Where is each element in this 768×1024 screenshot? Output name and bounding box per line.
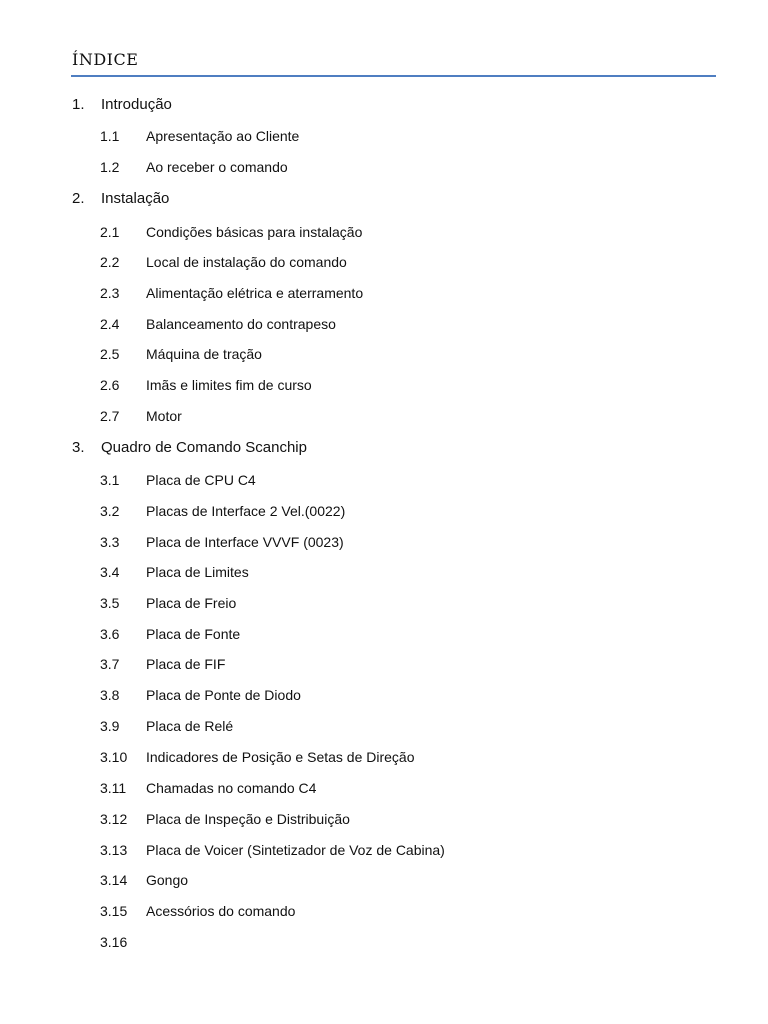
toc-number: 3.7 <box>100 656 120 672</box>
toc-label: Placa de Fonte <box>146 626 241 642</box>
toc-label: Condições básicas para instalação <box>146 224 363 240</box>
toc-number: 2.1 <box>100 224 120 240</box>
toc-number: 2.7 <box>100 408 120 424</box>
toc-number: 2.4 <box>100 316 120 332</box>
toc-label: Placa de Inspeção e Distribuição <box>146 811 350 827</box>
toc-label: Introdução <box>101 96 172 113</box>
toc-label: Acessórios do comando <box>146 903 296 919</box>
toc-label: Placa de FIF <box>146 656 226 672</box>
toc-number: 2.2 <box>100 254 120 270</box>
toc-label: Instalação <box>101 190 170 207</box>
toc-label: Placa de Limites <box>146 564 249 580</box>
toc-number: 3.3 <box>100 534 120 550</box>
toc-number: 3.8 <box>100 687 120 703</box>
toc-number: 3.10 <box>100 749 128 765</box>
toc-label: Apresentação ao Cliente <box>146 128 300 144</box>
toc-label: Placas de Interface 2 Vel.(0022) <box>146 503 346 519</box>
toc-label: Local de instalação do comando <box>146 254 347 270</box>
title-underline <box>71 75 716 77</box>
toc-label: Chamadas no comando C4 <box>146 780 317 796</box>
toc-label: Quadro de Comando Scanchip <box>101 439 307 456</box>
toc-label: Gongo <box>146 872 189 888</box>
toc-number: 2.3 <box>100 285 120 301</box>
toc-label: Balanceamento do contrapeso <box>146 316 336 332</box>
toc-number: 3. <box>72 439 85 456</box>
toc-number: 2. <box>72 190 85 207</box>
toc-label: Placa de Freio <box>146 595 237 611</box>
toc-number: 3.6 <box>100 626 120 642</box>
toc-number: 3.11 <box>100 780 127 796</box>
toc-label: Placa de Interface VVVF (0023) <box>146 534 344 550</box>
toc-number: 3.1 <box>100 472 120 488</box>
toc-number: 3.5 <box>100 595 120 611</box>
toc-label: Ao receber o comando <box>146 159 288 175</box>
toc-number: 3.14 <box>100 872 128 888</box>
toc-number: 3.15 <box>100 903 128 919</box>
toc-number: 3.4 <box>100 564 120 580</box>
toc-label: Placa de Relé <box>146 718 234 734</box>
toc-label: Placa de Ponte de Diodo <box>146 687 301 703</box>
toc-label: Imãs e limites fim de curso <box>146 377 312 393</box>
toc-label: Placa de Voicer (Sintetizador de Voz de Cabina) <box>146 842 445 858</box>
toc-label: Indicadores de Posição e Setas de Direção <box>146 749 415 765</box>
toc-number: 3.13 <box>100 842 128 858</box>
toc-label: Motor <box>146 408 182 424</box>
toc-label: Máquina de tração <box>146 346 262 362</box>
page-title: ÍNDICE <box>72 50 139 69</box>
toc-number: 2.6 <box>100 377 120 393</box>
toc-number: 1.2 <box>100 159 120 175</box>
toc-number: 3.16 <box>100 934 128 950</box>
toc-label: Alimentação elétrica e aterramento <box>146 285 364 301</box>
toc-number: 3.9 <box>100 718 120 734</box>
toc-number: 1. <box>72 96 85 113</box>
toc-number: 1.1 <box>100 128 120 144</box>
toc-number: 3.2 <box>100 503 120 519</box>
toc-number: 3.12 <box>100 811 128 827</box>
toc-number: 2.5 <box>100 346 120 362</box>
toc-label: Placa de CPU C4 <box>146 472 256 488</box>
